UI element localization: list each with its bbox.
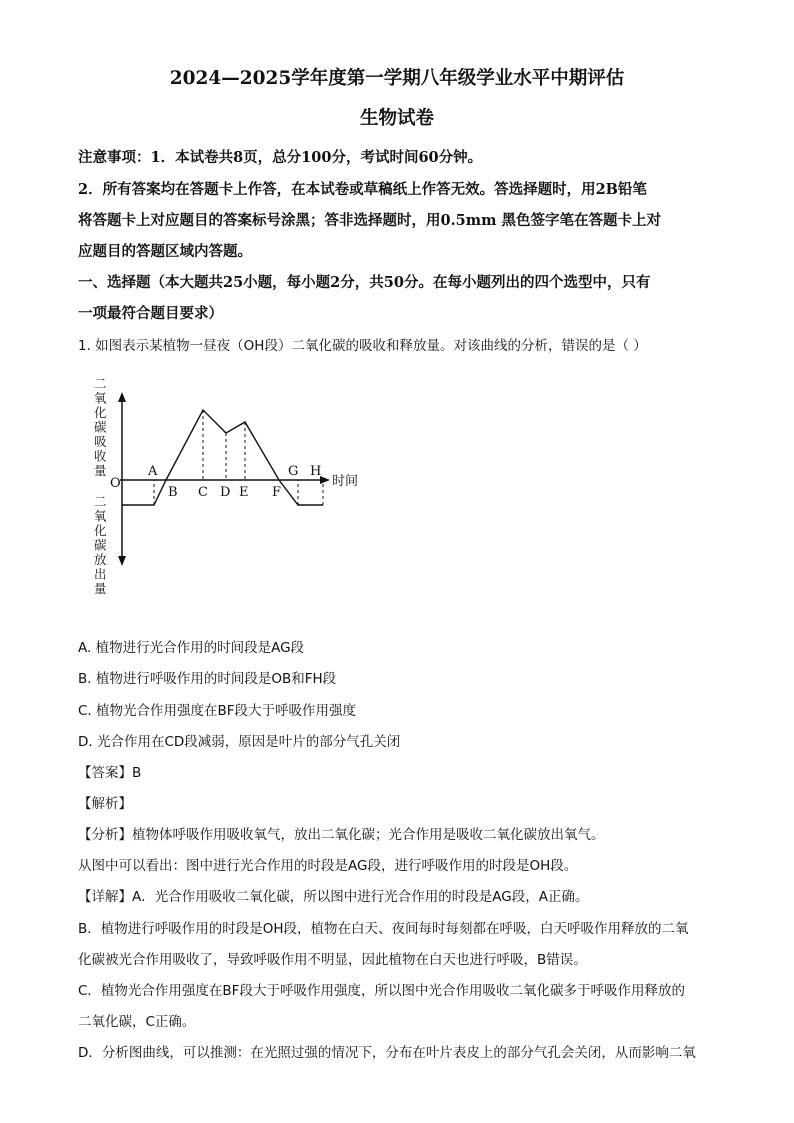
y-axis-label-release-char: 放 bbox=[94, 552, 107, 567]
analysis-line: 【分析】植物体呼吸作用吸收氧气，放出二氧化碳；光合作用是吸收二氧化碳放出氧气。 bbox=[78, 827, 605, 843]
point-label-d: D bbox=[220, 485, 231, 500]
x-axis-arrow bbox=[320, 476, 330, 484]
y-axis-label-release-char: 量 bbox=[94, 581, 107, 596]
y-axis-label-absorb-char: 吸 bbox=[94, 434, 107, 449]
y-axis-label-release-char: 碳 bbox=[94, 537, 107, 553]
notes-line-4: 应题目的答题区域内答题。 bbox=[78, 243, 252, 260]
exam-title: 2024—2025学年度第一学期八年级学业水平中期评估 bbox=[169, 68, 625, 89]
y-axis-label-release-char: 化 bbox=[94, 523, 107, 538]
answer-line: 【答案】B bbox=[78, 765, 142, 781]
y-axis-arrow-up bbox=[118, 392, 126, 402]
analysis-line: 二氧化碳，C正确。 bbox=[78, 1014, 196, 1030]
y-axis-label-absorb bbox=[94, 376, 107, 478]
point-label-e: E bbox=[239, 485, 249, 500]
y-axis-label-release-char: 出 bbox=[94, 566, 107, 582]
y-axis-label-absorb-char: 化 bbox=[94, 405, 107, 420]
y-axis-label-absorb-char: 氧 bbox=[94, 390, 107, 406]
analysis-line: 化碳被光合作用吸收了，导致呼吸作用不明显，因此植物在白天也进行呼吸，B错误。 bbox=[78, 952, 587, 968]
y-axis-label-release bbox=[94, 494, 107, 596]
option-c: C. 植物光合作用强度在BF段大于呼吸作用强度 bbox=[78, 703, 357, 719]
option-b: B. 植物进行呼吸作用的时间段是OB和FH段 bbox=[78, 671, 337, 687]
notes-line-1: 注意事项：1．本试卷共8页，总分100分，考试时间60分钟。 bbox=[78, 149, 483, 166]
analysis-line: C．植物光合作用强度在BF段大于呼吸作用强度，所以图中光合作用吸收二氧化碳多于呼吸作用释放的 bbox=[78, 983, 685, 999]
analysis-line: 从图中可以看出：图中进行光合作用的时段是AG段，进行呼吸作用的时段是OH段。 bbox=[78, 858, 578, 874]
y-axis-label-absorb-char: 碳 bbox=[94, 419, 107, 435]
section-heading-line-2: 一项最符合题目要求） bbox=[78, 305, 223, 322]
analysis-line: B．植物进行呼吸作用的时段是OH段，植物在白天、夜间每时每刻都在呼吸，白天呼吸作用释放的二氧 bbox=[78, 921, 689, 937]
point-label-c: C bbox=[198, 485, 208, 500]
y-axis-label-absorb-char: 量 bbox=[94, 463, 107, 478]
analysis-line: D．分析图曲线，可以推测：在光照过强的情况下，分布在叶片表皮上的部分气孔会关闭，从而影响二氧 bbox=[78, 1045, 696, 1061]
point-label-a: A bbox=[148, 464, 158, 479]
analysis-line: 【详解】A．光合作用吸收二氧化碳，所以图中进行光合作用的时段是AG段，A正确。 bbox=[78, 889, 589, 905]
co2-curve-figure bbox=[82, 372, 382, 612]
y-axis-arrow-down bbox=[118, 556, 126, 566]
option-a: A. 植物进行光合作用的时间段是AG段 bbox=[78, 640, 305, 656]
exam-subject: 生物试卷 bbox=[359, 108, 434, 129]
point-label-g: G bbox=[288, 464, 299, 479]
question-stem: 1. 如图表示某植物一昼夜（OH段）二氧化碳的吸收和释放量。对该曲线的分析，错误的是（ ） bbox=[78, 338, 647, 354]
point-label-f: F bbox=[272, 485, 282, 500]
point-label-h: H bbox=[310, 464, 322, 479]
notes-line-2: 2．所有答案均在答题卡上作答，在本试卷或草稿纸上作答无效。答选择题时，用2B铅笔 bbox=[78, 181, 647, 198]
origin-label: O bbox=[110, 476, 121, 491]
y-axis-label-absorb-char: 收 bbox=[94, 448, 107, 464]
point-label-b: B bbox=[168, 485, 178, 500]
option-d: D. 光合作用在CD段减弱，原因是叶片的部分气孔关闭 bbox=[78, 734, 401, 750]
y-axis-label-release-char: 氧 bbox=[94, 508, 107, 524]
notes-line-3: 将答题卡上对应题目的答案标号涂黑；答非选择题时，用0.5mm 黑色签字笔在答题卡上对 bbox=[78, 212, 661, 229]
analysis-heading: 【解析】 bbox=[78, 796, 132, 812]
y-axis-label-release-char: 二 bbox=[94, 494, 107, 509]
y-axis-label-absorb-char: 二 bbox=[94, 376, 107, 391]
section-heading-line-1: 一、选择题（本大题共25小题，每小题2分，共50分。在每小题列出的四个选型中，只有 bbox=[78, 274, 651, 291]
x-axis-label: 时间 bbox=[332, 474, 359, 489]
